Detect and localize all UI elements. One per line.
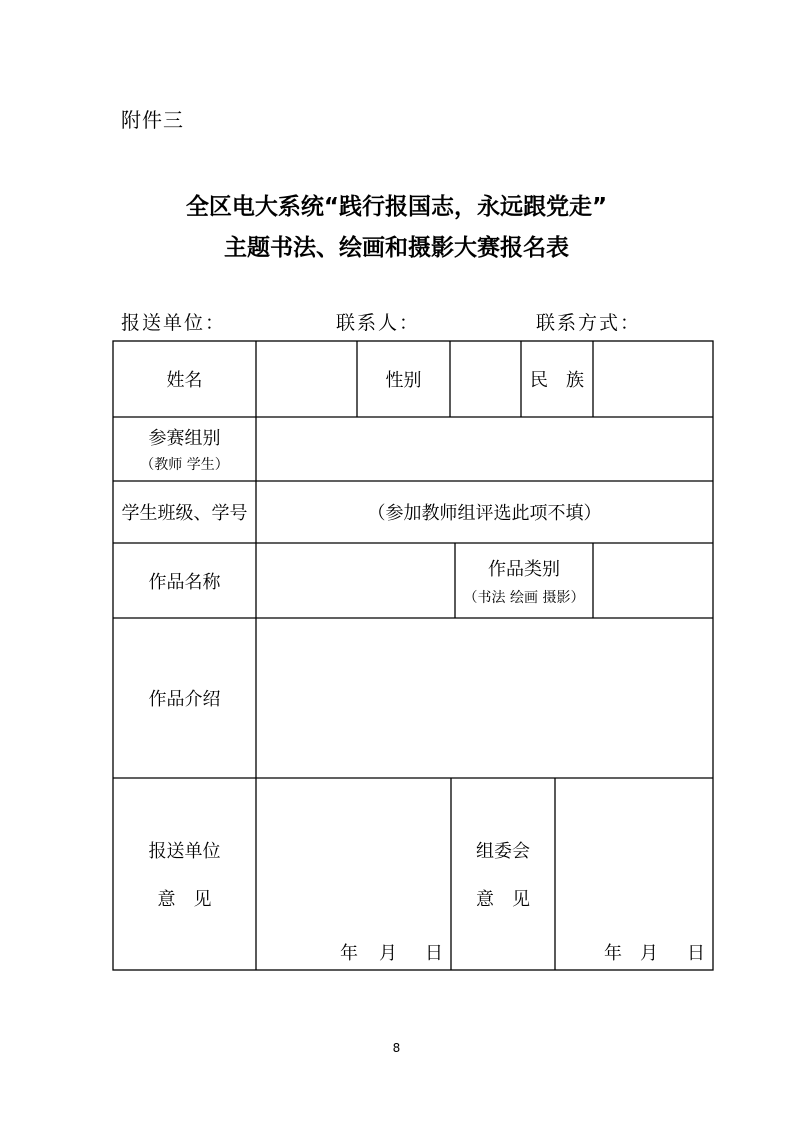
committee-opinion-year: 年 <box>604 943 622 964</box>
committee-opinion-label-2: 意 见 <box>476 889 530 910</box>
unit-opinion-label-2: 意 见 <box>157 889 212 910</box>
unit-opinion-label-cell <box>113 778 256 970</box>
class-id-field[interactable] <box>256 481 713 543</box>
form-title-line-2: 主题书法、绘画和摄影大赛报名表 <box>224 235 569 261</box>
committee-opinion-label: 组委会 <box>476 841 530 862</box>
work-name-label: 作品名称 <box>148 571 221 593</box>
work-intro-field[interactable] <box>256 618 713 778</box>
class-id-note: （参加教师组评选此项不填） <box>367 503 602 524</box>
work-type-label-cell <box>455 543 593 618</box>
committee-opinion-month: 月 <box>640 943 658 964</box>
contact-method-label: 联系方式： <box>536 312 642 334</box>
group-label-cell <box>113 417 256 481</box>
unit-opinion-day: 日 <box>425 943 443 964</box>
work-name-field[interactable] <box>256 543 455 618</box>
work-type-label: 作品类别 <box>488 558 560 580</box>
gender-field[interactable] <box>450 341 521 417</box>
name-label: 姓名 <box>166 370 203 391</box>
contact-person-label: 联系人： <box>336 312 421 334</box>
work-type-note: （书法 绘画 摄影） <box>463 589 585 606</box>
committee-opinion-day: 日 <box>687 943 705 964</box>
page-number: 8 <box>392 1041 401 1055</box>
gender-label: 性别 <box>385 370 422 391</box>
unit-opinion-label: 报送单位 <box>148 841 221 862</box>
work-type-field[interactable] <box>593 543 713 618</box>
form-title-line-1: 全区电大系统“践行报国志，永远跟党走” <box>185 194 608 220</box>
committee-opinion-label-cell <box>451 778 555 970</box>
attachment-label: 附件三 <box>121 108 184 132</box>
name-field[interactable] <box>256 341 357 417</box>
report-unit-label: 报送单位： <box>121 312 227 334</box>
group-note: （教师 学生） <box>140 457 229 473</box>
unit-opinion-year: 年 <box>340 943 358 964</box>
unit-opinion-month: 月 <box>379 943 397 964</box>
ethnicity-field[interactable] <box>593 341 713 417</box>
class-id-label: 学生班级、学号 <box>121 503 248 524</box>
group-label: 参赛组别 <box>148 428 221 449</box>
work-intro-label: 作品介绍 <box>148 689 221 710</box>
ethnicity-label: 民 族 <box>530 370 584 391</box>
group-field[interactable] <box>256 417 713 481</box>
